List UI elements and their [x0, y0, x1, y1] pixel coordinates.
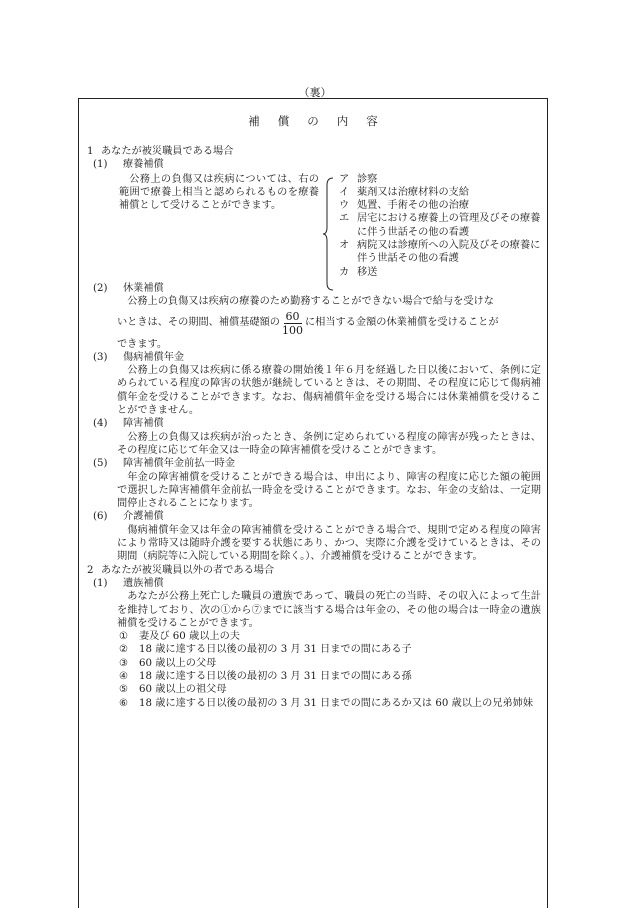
subsection-advance-payment-heading [87, 457, 541, 470]
medical-benefit-block [87, 173, 541, 279]
document-content [87, 145, 541, 710]
list-item: ③ 60 歳以上の父母 [119, 657, 217, 669]
list-item: ① 妻及び 60 歳以上の夫 [119, 631, 240, 643]
subsection-number: (1) [93, 577, 108, 589]
section-1-heading [87, 145, 541, 158]
disability-text: 公務上の負傷又は疾病が治ったとき、条例に定められている程度の障害が残ったときは、その程度に応じて年金又は一時金の障害補償を受けることができます。 [117, 431, 541, 456]
fraction-denominator: 100 [282, 323, 303, 337]
absence-text-after-fraction: に相当する金額の休業補償を受けることが [305, 317, 499, 329]
subsection-number: (2) [93, 282, 108, 294]
medical-benefit-list [337, 173, 541, 279]
document-title: 補償の内容 [248, 114, 396, 128]
list-item: ⑥ 18 歳に達する日以後の最初の 3 月 31 日までの間にあるか又は 60 歳以上の兄弟姉妹 [119, 697, 534, 709]
care-text: 傷病補償年金又は年金の障害補償を受けることができる場合で、規則で定める程度の障害により常時又は随時介護を要する状態にあり、かつ、実際に介護を受けているときは、その期間（病院等に入院している期間を除く。）、介護補償を受けることができます。 [117, 524, 541, 563]
subsection-care-heading [87, 510, 541, 523]
section-title: あなたが被災職員である場合 [101, 146, 234, 157]
section-number: 1 [87, 146, 94, 157]
section-2-heading [87, 564, 541, 577]
absence-benefit-line-1: 公務上の負傷又は疾病の療養のため勤務することができない場合で給与を受けな [127, 296, 494, 308]
subsection-title: 療養補償 [123, 159, 164, 171]
subsection-survivor-heading [87, 577, 541, 590]
list-item: オ 病院又は診療所への入院及びその療養に伴う世話その他の看護 [339, 240, 541, 265]
page-side-label: （裏） [298, 86, 332, 99]
subsection-title: 遺族補償 [123, 577, 164, 589]
subsection-title: 介護補償 [123, 511, 164, 523]
fraction-60-100 [282, 310, 303, 337]
subsection-injury-pension-heading [87, 351, 541, 364]
list-item: ア 診察 [339, 173, 378, 185]
medical-benefit-text: 公務上の負傷又は疾病については、右の範囲で療養上相当と認められるものを療養補償として受けることができます。 [119, 173, 319, 212]
survivor-text: あなたが公務上死亡した職員の遺族であって、職員の死亡の当時、その収入によって生計を維持しており、次の①から⑦までに該当する場合は年金の、その他の場合は一時金の遺族補償を受けることができます。 [117, 591, 541, 629]
survivor-list [87, 630, 541, 710]
subsection-title: 障害補償年金前払一時金 [123, 458, 236, 470]
subsection-disability-heading [87, 417, 541, 430]
subsection-absence-heading [87, 282, 541, 295]
subsection-number: (4) [93, 418, 108, 430]
advance-payment-text: 年金の障害補償を受けることができる場合は、申出により、障害の程度に応じた額の範囲で選択した障害補償年金前払一時金を受けることができます。なお、年金の支給は、一定期間停止されることになります。 [117, 471, 541, 510]
section-title: あなたが被災職員以外の者である場合 [101, 564, 275, 576]
subsection-medical-heading [87, 158, 541, 171]
list-item: カ 移送 [339, 266, 378, 278]
subsection-number: (1) [93, 159, 108, 171]
list-item: ウ 処置、手術その他の治療 [339, 200, 470, 212]
absence-text-before-fraction: いときは、その期間、補償基礎額の [117, 317, 280, 329]
document-frame [78, 98, 548, 908]
subsection-number: (3) [93, 351, 108, 363]
list-item: ⑤ 60 歳以上の祖父母 [119, 684, 227, 696]
brace-symbol [319, 173, 337, 279]
list-item: イ 薬剤又は治療材料の支給 [339, 186, 470, 198]
list-item: ④ 18 歳に達する日以後の最初の 3 月 31 日までの間にある孫 [119, 670, 412, 682]
absence-benefit-line-2 [87, 310, 541, 337]
list-item: ② 18 歳に達する日以後の最初の 3 月 31 日までの間にある子 [119, 644, 412, 656]
subsection-number: (5) [93, 458, 108, 470]
list-item: エ 居宅における療養上の管理及びその療養に伴う世話その他の看護 [339, 213, 541, 238]
injury-pension-text: 公務上の負傷又は疾病に係る療養の開始後１年６月を経過した日以後において、条例に定められている程度の障害の状態が継続しているときは、その期間、その程度に応じて傷病補償年金を受けることができます。なお、傷病補償年金を受ける場合には休業補償を受けることができません。 [117, 365, 541, 417]
subsection-title: 傷病補償年金 [123, 351, 185, 363]
subsection-title: 障害補償 [123, 418, 164, 430]
absence-benefit-line-3: できます。 [117, 338, 168, 350]
section-number: 2 [87, 564, 94, 576]
subsection-number: (6) [93, 511, 108, 523]
subsection-title: 休業補償 [123, 282, 164, 294]
fraction-numerator: 60 [285, 309, 300, 323]
